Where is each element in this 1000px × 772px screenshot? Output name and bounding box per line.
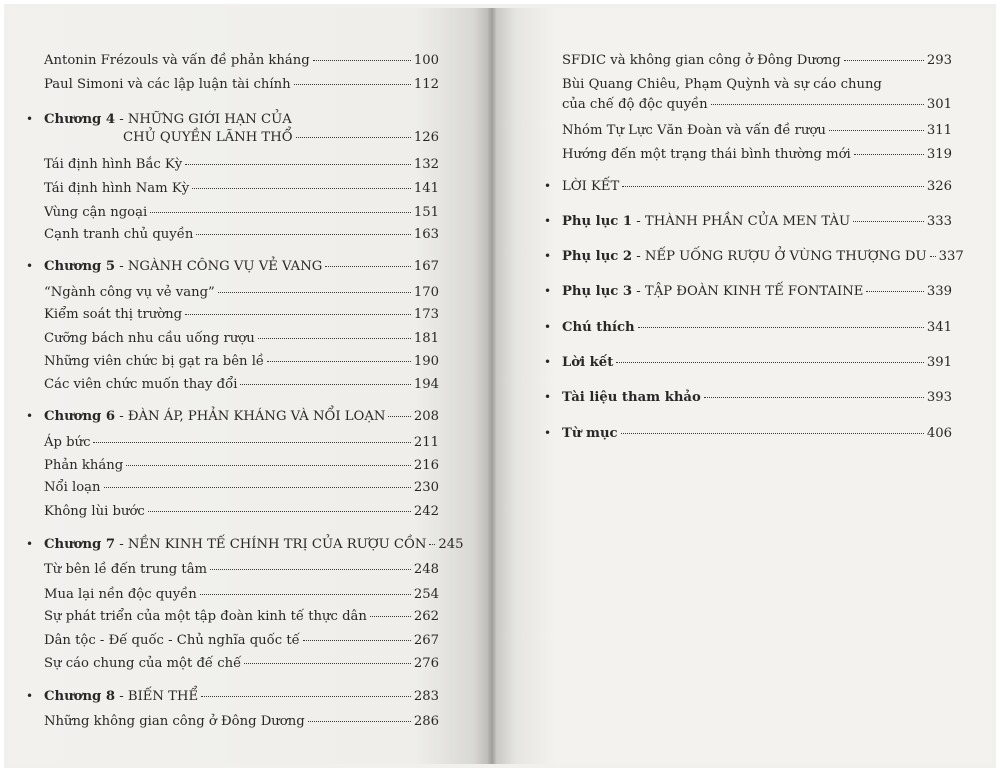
entry-title: Nhóm Tự Lực Văn Đoàn và vấn đề rượu <box>562 123 826 138</box>
leader-dots <box>370 616 411 617</box>
entry-title: Từ bên lề đến trung tâm <box>44 562 208 577</box>
chapter-number: Chương 6 <box>44 409 116 424</box>
leader-dots <box>829 130 924 131</box>
leader-dots <box>267 361 411 362</box>
entry-label <box>562 248 927 266</box>
page-number: 173 <box>413 307 439 322</box>
entry-title: Antonin Frézouls và vấn đề phản kháng <box>44 53 310 68</box>
entry-label <box>44 655 241 673</box>
entry-title: Hướng đến một trạng thái bình thường mới <box>562 147 851 162</box>
entry-title: Nổi loạn <box>44 480 101 495</box>
chapter-number: Chương 8 <box>44 689 116 704</box>
entry-title: Mua lại nền độc quyền <box>44 587 197 602</box>
entry-label <box>44 586 197 604</box>
leader-dots <box>930 256 936 257</box>
entry-label <box>44 479 101 497</box>
chapter-number: Chương 5 <box>44 259 116 274</box>
entry-title: “Ngành công vụ vẻ vang” <box>44 285 215 300</box>
entry-label <box>44 204 147 222</box>
leader-dots <box>240 384 410 385</box>
toc-chapter-entry[interactable] <box>562 389 952 407</box>
leader-dots <box>711 104 924 105</box>
bullet-icon: • <box>544 426 552 440</box>
leader-dots <box>210 569 411 570</box>
toc-section-entry[interactable] <box>44 434 439 452</box>
left-page <box>8 8 488 764</box>
separator-dash: - <box>632 249 645 264</box>
leader-dots <box>185 164 411 165</box>
entry-title: Tài liệu tham khảo <box>562 390 701 405</box>
separator-dash: - <box>115 112 128 127</box>
entry-title: ĐÀN ÁP, PHẢN KHÁNG VÀ NỔI LOẠN <box>127 409 386 424</box>
page-number: 208 <box>413 409 439 424</box>
leader-dots <box>866 291 923 292</box>
entry-title-continued: của chế độ độc quyền <box>562 97 708 112</box>
toc-section-entry[interactable] <box>44 226 439 244</box>
page-number: 301 <box>926 97 952 112</box>
entry-label <box>44 536 426 554</box>
bullet-icon: • <box>544 179 552 193</box>
page-number: 181 <box>413 331 439 346</box>
page-number: 151 <box>413 205 439 220</box>
entry-label <box>44 258 322 276</box>
toc-chapter-entry[interactable] <box>44 408 439 426</box>
entry-label <box>562 389 701 407</box>
entry-label <box>44 180 189 198</box>
toc-chapter-entry[interactable] <box>562 178 952 196</box>
page-number: 326 <box>926 179 952 194</box>
bullet-icon: • <box>26 537 34 551</box>
toc-section-entry[interactable] <box>562 52 952 70</box>
leader-dots <box>185 314 411 315</box>
page-number: 333 <box>926 214 952 229</box>
entry-label <box>44 226 193 244</box>
page-number: 339 <box>926 284 952 299</box>
entry-title: Sự cáo chung của một đế chế <box>44 656 242 671</box>
leader-dots <box>616 362 924 363</box>
entry-title: Bùi Quang Chiêu, Phạm Quỳnh và sự cáo chung <box>562 77 882 92</box>
entry-label <box>562 354 613 372</box>
page-number: 406 <box>926 426 952 441</box>
entry-title: Không lùi bước <box>44 504 145 519</box>
toc-section-entry[interactable] <box>44 204 439 222</box>
left-toc <box>8 8 488 764</box>
entry-title: Lời kết <box>562 355 614 370</box>
leader-dots <box>638 327 924 328</box>
entry-title: Cưỡng bách nhu cầu uống rượu <box>44 331 255 346</box>
page-number: 216 <box>413 458 439 473</box>
page-number: 141 <box>413 181 439 196</box>
page-number: 391 <box>926 355 952 370</box>
entry-label <box>44 688 198 706</box>
toc-section-entry[interactable] <box>44 503 439 521</box>
entry-label <box>44 434 90 452</box>
leader-dots <box>218 292 411 293</box>
entry-label <box>562 52 841 70</box>
bullet-icon: • <box>544 214 552 228</box>
chapter-number: Phụ lục 3 <box>562 284 633 299</box>
toc-section-entry[interactable] <box>44 330 439 348</box>
toc-section-entry[interactable] <box>562 122 952 140</box>
entry-title: Phản kháng <box>44 458 124 473</box>
leader-dots <box>854 154 924 155</box>
toc-section-entry[interactable] <box>44 586 439 604</box>
page-number: 230 <box>413 480 439 495</box>
separator-dash: - <box>115 689 128 704</box>
page-number: 262 <box>413 609 439 624</box>
entry-label <box>44 284 215 302</box>
entry-title: SFDIC và không gian công ở Đông Dương <box>562 53 841 68</box>
leader-dots <box>429 544 435 545</box>
entry-label <box>562 122 826 140</box>
toc-section-entry[interactable] <box>44 713 439 731</box>
page-number: 283 <box>413 689 439 704</box>
toc-section-entry[interactable] <box>44 479 439 497</box>
leader-dots <box>126 465 411 466</box>
toc-section-entry[interactable] <box>44 457 439 475</box>
leader-dots <box>704 397 924 398</box>
entry-title: Cạnh tranh chủ quyền <box>44 227 194 242</box>
entry-label <box>44 457 123 475</box>
toc-chapter-entry[interactable] <box>562 319 952 337</box>
entry-title: BIẾN THỂ <box>127 689 199 704</box>
toc-section-entry[interactable] <box>562 146 952 164</box>
bullet-icon: • <box>544 249 552 263</box>
chapter-number: Phụ lục 2 <box>562 249 633 264</box>
toc-chapter-entry[interactable] <box>562 425 952 443</box>
toc-chapter-entry[interactable] <box>44 536 464 554</box>
entry-title: Kiểm soát thị trường <box>44 307 183 322</box>
page-number: 341 <box>926 320 952 335</box>
bullet-icon: • <box>544 355 552 369</box>
leader-dots <box>200 594 411 595</box>
bullet-icon: • <box>26 409 34 423</box>
leader-dots <box>93 442 410 443</box>
entry-title: NỀN KINH TẾ CHÍNH TRỊ CỦA RƯỢU CỒN <box>127 537 427 552</box>
entry-label <box>44 156 182 174</box>
page-number: 393 <box>926 390 952 405</box>
entry-label <box>562 178 619 196</box>
entry-label <box>562 283 863 301</box>
chapter-heading[interactable] <box>44 111 292 129</box>
page-number: 337 <box>938 249 964 264</box>
entry-title: Những không gian công ở Đông Dương <box>44 714 305 729</box>
page-number: 167 <box>413 259 439 274</box>
entry-title-continued: CHỦ QUYỀN LÃNH THỔ <box>123 130 293 145</box>
separator-dash: - <box>115 537 128 552</box>
page-number: 242 <box>413 504 439 519</box>
leader-dots <box>313 60 411 61</box>
page-number: 211 <box>413 435 439 450</box>
toc-chapter-entry[interactable] <box>562 248 964 266</box>
leader-dots <box>296 137 411 138</box>
chapter-number: Phụ lục 1 <box>562 214 633 229</box>
toc-entry-continued[interactable] <box>562 96 952 114</box>
chapter-number: Chương 7 <box>44 537 116 552</box>
leader-dots <box>148 511 411 512</box>
entry-label <box>44 503 145 521</box>
entry-title: NẾP UỐNG RƯỢU Ở VÙNG THƯỢNG DU <box>644 249 927 264</box>
entry-label <box>44 608 367 626</box>
book-spread <box>4 4 996 768</box>
page-number: 293 <box>926 53 952 68</box>
toc-section-entry[interactable] <box>44 353 439 371</box>
bullet-icon: • <box>26 112 34 126</box>
entry-label <box>44 330 255 348</box>
toc-chapter-entry[interactable] <box>44 258 439 276</box>
entry-title: Tái định hình Nam Kỳ <box>44 181 190 196</box>
leader-dots <box>621 433 924 434</box>
toc-section-entry[interactable] <box>44 180 439 198</box>
entry-title: LỜI KẾT <box>562 179 620 194</box>
leader-dots <box>303 640 411 641</box>
entry-title: Chú thích <box>562 320 635 335</box>
entry-title: Từ mục <box>562 426 618 441</box>
leader-dots <box>150 212 411 213</box>
page-number: 319 <box>926 147 952 162</box>
toc-section-entry[interactable] <box>44 561 439 579</box>
entry-label <box>44 376 237 394</box>
page-number: 286 <box>413 714 439 729</box>
leader-dots <box>294 84 411 85</box>
page-number: 132 <box>413 157 439 172</box>
entry-label <box>562 213 850 231</box>
toc-section-entry[interactable] <box>44 156 439 174</box>
toc-section-entry[interactable] <box>44 52 439 70</box>
page-number: 163 <box>413 227 439 242</box>
toc-entry-continued[interactable] <box>123 129 439 147</box>
toc-section-entry[interactable] <box>44 632 439 650</box>
toc-section-entry[interactable] <box>44 608 439 626</box>
entry-label <box>44 408 385 426</box>
separator-dash: - <box>115 259 128 274</box>
leader-dots <box>192 188 411 189</box>
chapter-number: Chương 4 <box>44 112 116 127</box>
page-number: 170 <box>413 285 439 300</box>
separator-dash: - <box>632 284 645 299</box>
leader-dots <box>244 663 411 664</box>
page-number: 194 <box>413 377 439 392</box>
toc-section-entry[interactable] <box>44 284 439 302</box>
page-number: 311 <box>926 123 952 138</box>
leader-dots <box>844 60 924 61</box>
leader-dots <box>258 338 411 339</box>
leader-dots <box>853 221 924 222</box>
entry-title: Paul Simoni và các lập luận tài chính <box>44 77 291 92</box>
page-number: 100 <box>413 53 439 68</box>
entry-label <box>44 52 310 70</box>
bullet-icon: • <box>544 390 552 404</box>
entry-title: THÀNH PHẦN CỦA MEN TÀU <box>644 214 851 229</box>
toc-chapter-entry[interactable] <box>562 354 952 372</box>
entry-label <box>44 632 300 650</box>
page-number: 254 <box>413 587 439 602</box>
toc-section-entry[interactable] <box>44 306 439 324</box>
entry-label <box>44 353 264 371</box>
bullet-icon: • <box>26 259 34 273</box>
entry-title: Áp bức <box>44 435 91 450</box>
entry-title: NHỮNG GIỚI HẠN CỦA <box>127 112 292 127</box>
section-title-line1[interactable] <box>562 76 882 94</box>
entry-label <box>44 76 291 94</box>
page-number: 248 <box>413 562 439 577</box>
leader-dots <box>201 696 411 697</box>
leader-dots <box>308 721 411 722</box>
leader-dots <box>104 487 411 488</box>
entry-title: Vùng cận ngoại <box>44 205 148 220</box>
bullet-icon: • <box>26 689 34 703</box>
right-toc <box>496 8 992 764</box>
right-page <box>496 8 992 764</box>
book-gutter <box>488 8 496 764</box>
entry-title: Tái định hình Bắc Kỳ <box>44 157 183 172</box>
bullet-icon: • <box>544 320 552 334</box>
entry-title: Dân tộc - Đế quốc - Chủ nghĩa quốc tế <box>44 633 300 648</box>
toc-section-entry[interactable] <box>44 655 439 673</box>
page-number: 190 <box>413 354 439 369</box>
entry-label <box>562 146 851 164</box>
page-number: 276 <box>413 656 439 671</box>
toc-chapter-entry[interactable] <box>562 283 952 301</box>
bullet-icon: • <box>544 284 552 298</box>
leader-dots <box>388 416 410 417</box>
separator-dash: - <box>632 214 645 229</box>
page-number: 267 <box>413 633 439 648</box>
entry-label <box>44 306 182 324</box>
toc-chapter-entry[interactable] <box>44 688 439 706</box>
entry-title: NGÀNH CÔNG VỤ VẺ VANG <box>127 259 323 274</box>
page-number: 245 <box>438 537 464 552</box>
entry-label <box>562 319 635 337</box>
page-number: 112 <box>413 77 439 92</box>
toc-section-entry[interactable] <box>44 376 439 394</box>
toc-section-entry[interactable] <box>44 76 439 94</box>
toc-chapter-entry[interactable] <box>562 213 952 231</box>
entry-title: TẬP ĐOÀN KINH TẾ FONTAINE <box>644 284 864 299</box>
entry-label <box>44 713 305 731</box>
leader-dots <box>325 266 411 267</box>
entry-title: Các viên chức muốn thay đổi <box>44 377 238 392</box>
entry-label <box>44 561 207 579</box>
leader-dots <box>622 186 924 187</box>
entry-title: Sự phát triển của một tập đoàn kinh tế thực dân <box>44 609 367 624</box>
entry-label <box>562 425 618 443</box>
entry-title: Những viên chức bị gạt ra bên lề <box>44 354 265 369</box>
leader-dots <box>196 234 410 235</box>
separator-dash: - <box>115 409 128 424</box>
page-number: 126 <box>413 130 439 145</box>
